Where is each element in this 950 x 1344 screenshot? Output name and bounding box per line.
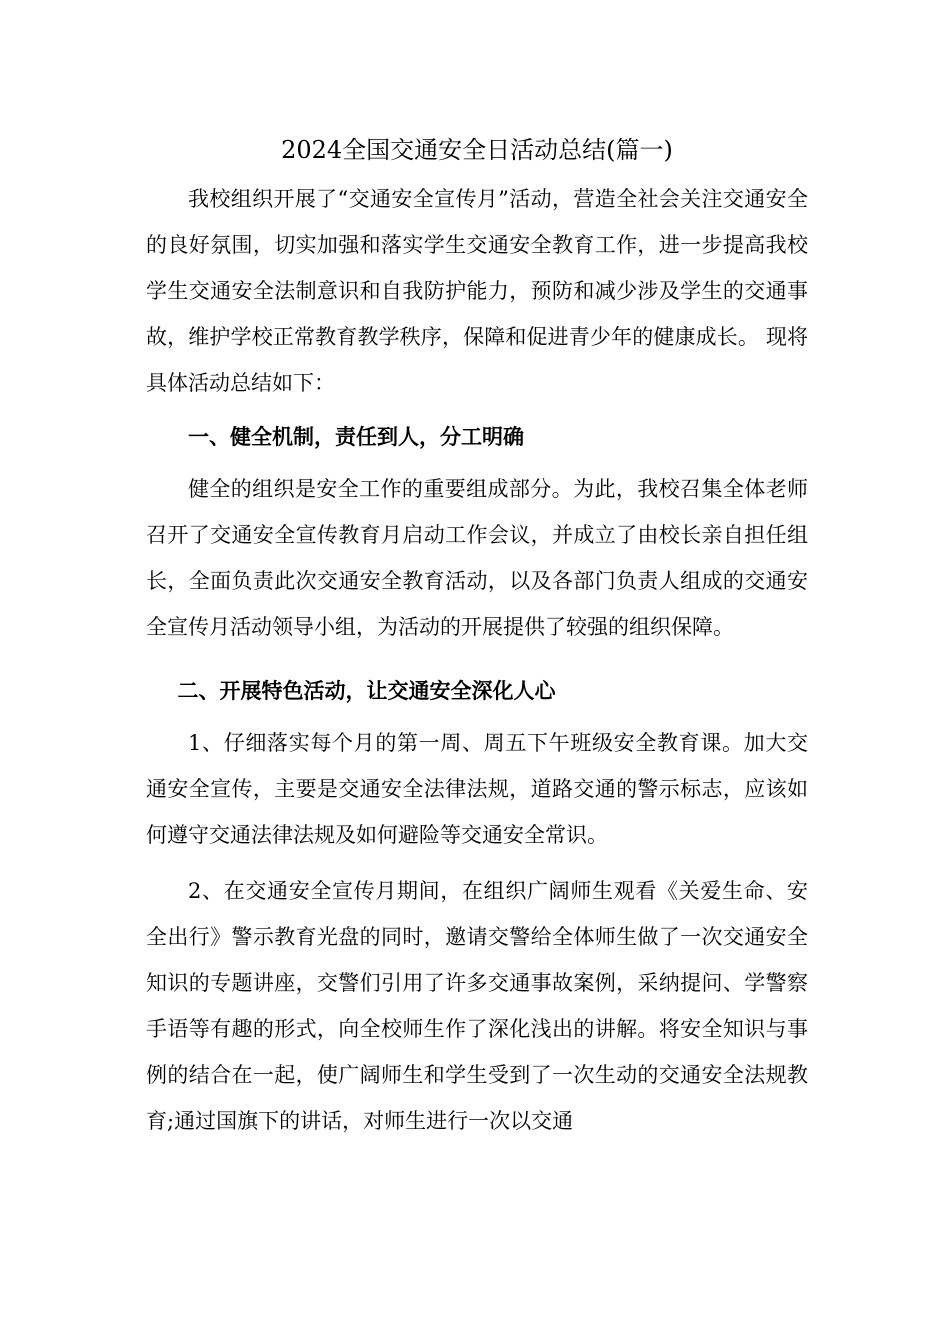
- document-title: 2024全国交通安全日活动总结(篇一): [281, 136, 673, 164]
- section-1-heading: 一、健全机制，责任到人，分工明确: [188, 424, 524, 449]
- intro-paragraph: 我校组织开展了“交通安全宣传月”活动，营造全社会关注交通安全的良好氛围，切实加强和落实学生交通安全教育工作，进一步提高我校学生交通安全法制意识和自我防护能力，预防和减少涉及学生的交通事故，维护学校正常教育教学秩序，保障和促进青少年的健康成长。 现将具体活动总结如下：: [146, 187, 808, 395]
- document-page: [146, 128, 808, 1144]
- section-2-item-2: 2、在交通安全宣传月期间，在组织广阔师生观看《关爱生命、安全出行》警示教育光盘的同时，邀请交警给全体师生做了一次交通安全知识的专题讲座，交警们引用了许多交通事故案例，采纳提问、学警察手语等有趣的形式，向全校师生作了深化浅出的讲解。将安全知识与事例的结合在一起，使广阔师生和学生受到了一次生动的交通安全法规教育;通过国旗下的讲话，对师生进行一次以交通: [146, 879, 808, 1133]
- section-1-paragraph: 健全的组织是安全工作的重要组成部分。为此，我校召集全体老师召开了交通安全宣传教育月启动工作会议，并成立了由校长亲自担任组长，全面负责此次交通安全教育活动，以及各部门负责人组成的交通安全宣传月活动领导小组，为活动的开展提供了较强的组织保障。: [146, 477, 808, 639]
- section-2-item-1: 1、仔细落实每个月的第一周、周五下午班级安全教育课。加大交通安全宣传，主要是交通安全法律法规，道路交通的警示标志，应该如何遵守交通法律法规及如何避险等交通安全常识。: [146, 731, 808, 847]
- spacer: [146, 650, 808, 660]
- section-2-heading: 二、开展特色活动，让交通安全深化人心: [177, 678, 556, 703]
- spacer: [146, 858, 808, 868]
